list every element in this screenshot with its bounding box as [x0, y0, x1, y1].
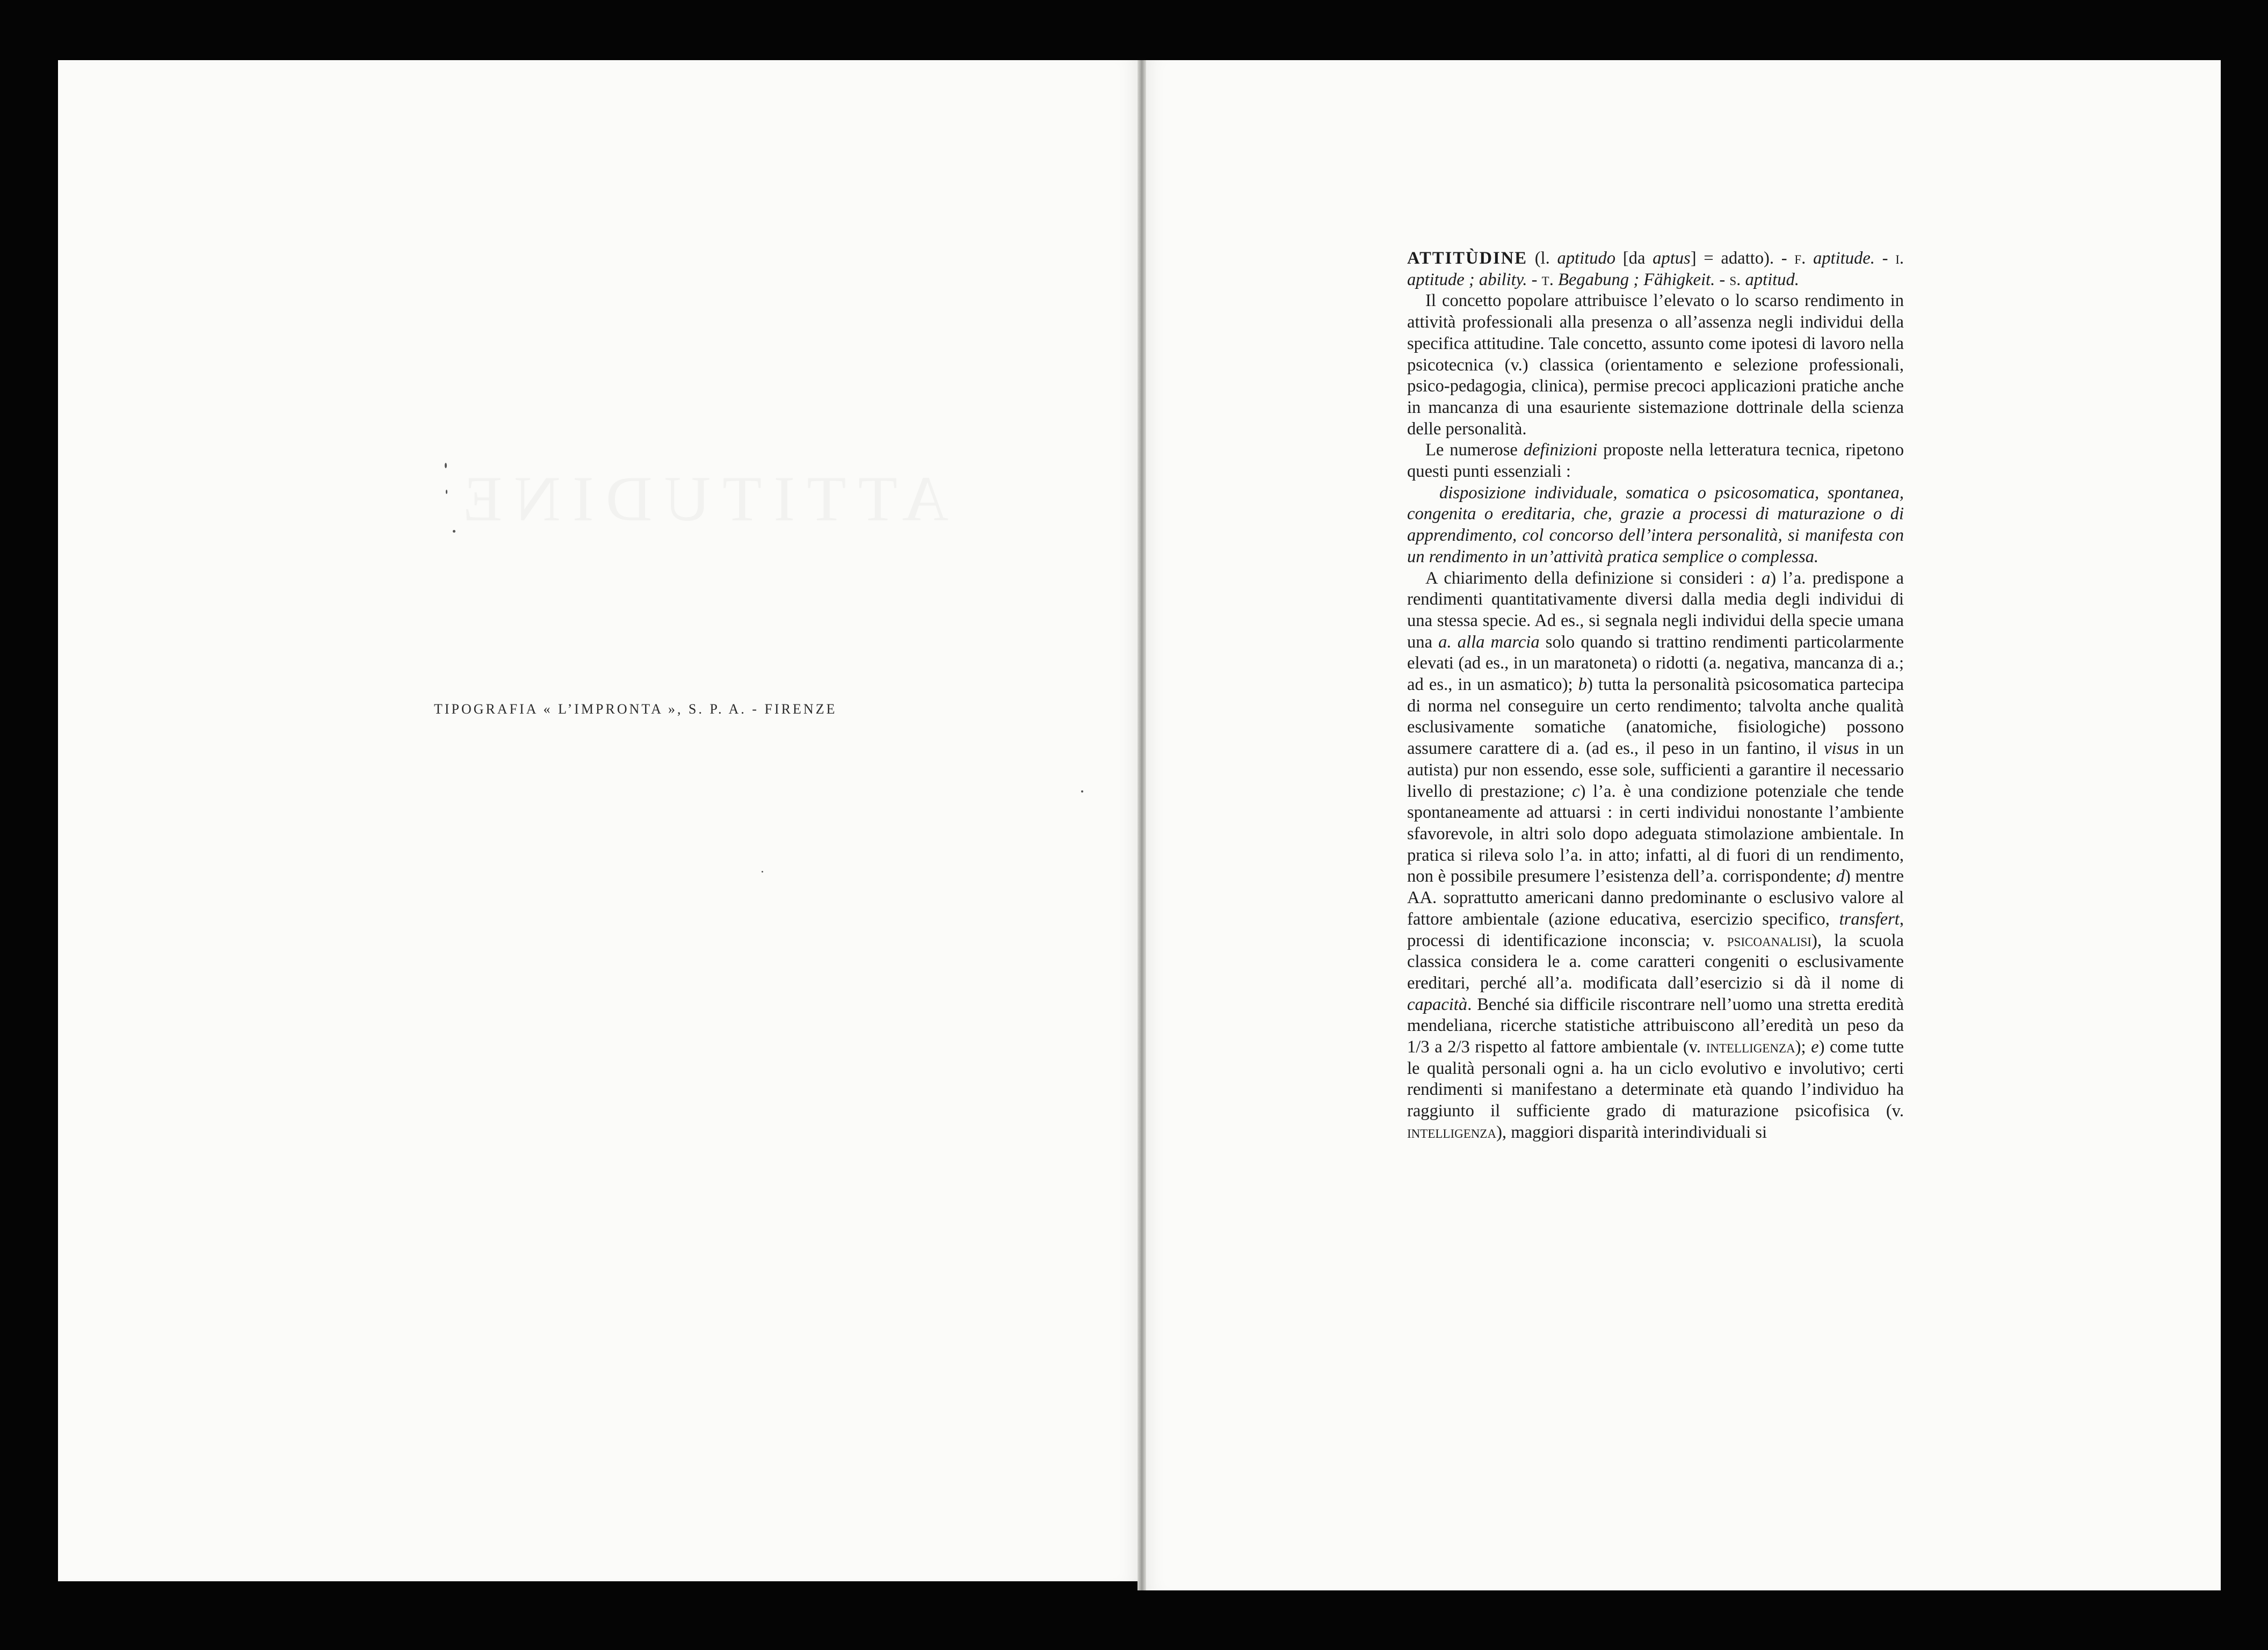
book-gutter — [1137, 60, 1146, 1590]
printer-imprint: TIPOGRAFIA « L’IMPRONTA », S. P. A. - FIRENZE — [434, 701, 837, 717]
entry-headword: ATTITÙDINE — [1407, 249, 1527, 268]
ink-speck — [446, 490, 447, 494]
paragraph-definitions-intro: Le numerose definizioni proposte nella letteratura tecnica, ripetono questi punti essenziali : — [1407, 440, 1904, 482]
paragraph-concept: Il concetto popolare attribuisce l’elevato o lo scarso rendimento in attività professionali alla presenza o all’assenza negli individui della specifica attitudine. Tale concetto, assunto come ipotesi di lavoro nella psicotecnica (v.) classica (orientamento e selezione professionali, psico-pedagogia, clinica), permise precoci applicazioni pratiche anche in mancanza di una esauriente sistemazione dottrinale della scienza delle personalità. — [1407, 291, 1904, 439]
ink-speck — [445, 463, 447, 468]
paragraph-clarification: A chiarimento della definizione si consideri : a) l’a. predispone a rendimenti quantitativamente diversi dalla media degli individui di una stessa specie. Ad es., si segnala negli individui della specie umana una a. alla marcia solo quando si trattino rendimenti particolarmente elevati (ad es., in un maratoneta) o ridotti (a. negativa, mancanza di a.; ad es., in un asmatico); b) tutta la personalità psicosomatica partecipa di norma nel conseguire un certo rendimento; talvolta anche qualità esclusivamente somatiche (anatomiche, fisiologiche) possono assumere carattere di a. (ad es., il peso in un fantino, il visus in un autista) pur non essendo, esse sole, sufficienti a garantire il necessario livello di prestazione; c) l’a. è una condizione potenziale che tende spontaneamente ad attuarsi : in certi individui nonostante l’ambiente sfavorevole, in altri solo dopo adeguata stimolazione ambientale. In pratica si rileva solo l’a. in atto; infatti, al di fuori di un rendimento, non è possibile presumere l’esistenza dell’a. corrispondente; d) mentre AA. soprattutto americani danno predominante o esclusivo valore al fattore ambientale (azione educativa, esercizio specifico, transfert, processi di identificazione inconscia; v. psicoanalisi), la scuola classica considera le a. come caratteri congeniti o esclusivamente ereditari, perché all’a. modificata dall’esercizio si dà il nome di capacità. Benché sia difficile riscontrare nell’uomo una stretta eredità mendeliana, ricerche statistiche attribuiscono all’eredità un peso da 1/3 a 2/3 rispetto al fattore ambientale (v. intelligenza); e) come tutte le qualità personali ogni a. ha un ciclo evolutivo e involutivo; certi rendimenti si manifestano a determinate età quando l’individuo ha raggiunto il sufficiente grado di maturazione psicofisica (v. intelligenza), maggiori disparità interindividuali si — [1407, 568, 1904, 1142]
ink-speck — [762, 871, 763, 873]
entry-heading: ATTITÙDINE (l. aptitudo [da aptus] = adatto). - f. aptitude. - i. aptitude ; ability. - t. Begabung ; Fähigkeit. - s. aptitud. — [1407, 249, 1904, 289]
ink-speck — [1081, 790, 1083, 793]
encyclopedia-entry — [1407, 248, 1904, 1144]
definition-text: disposizione individuale, somatica o psicosomatica, spontanea, congenita o ereditaria, che, grazie a processi di maturazione o di apprendimento, col concorso dell’intera personalità, si manifesta con un rendimento in un’attività pratica semplice o complessa. — [1407, 483, 1904, 566]
bleed-through-text — [451, 462, 948, 536]
left-page — [58, 60, 1139, 1581]
